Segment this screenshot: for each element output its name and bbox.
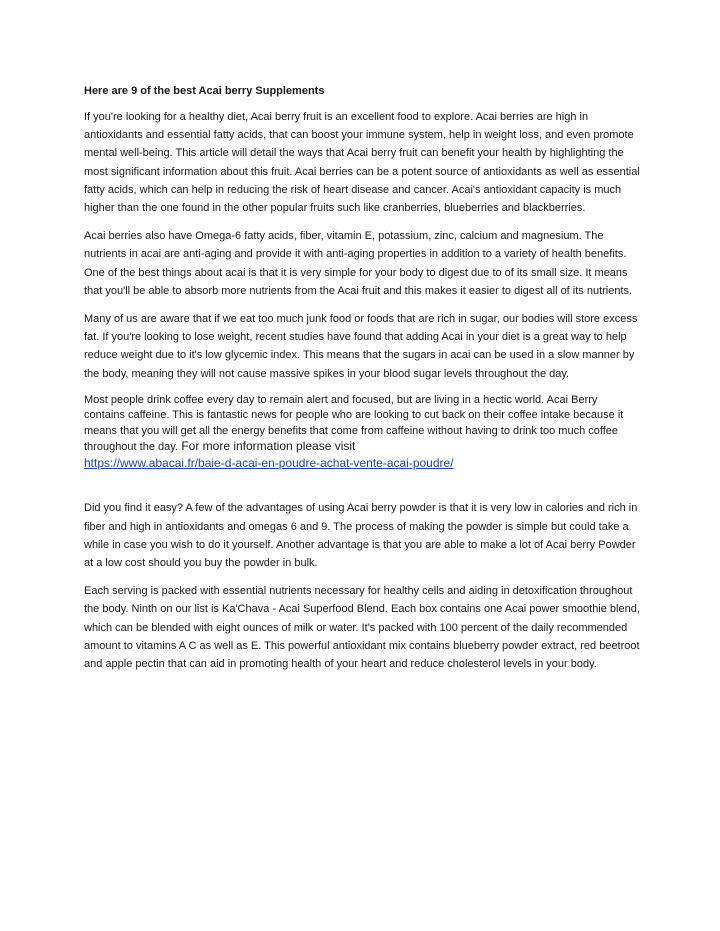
paragraph-weight-loss: Many of us are aware that if we eat too much junk food or foods that are rich in sugar, our bodies will store excess fat. If you're looking to lose weight, recent studies have found that adding Acai in your diet is a great way to help reduce weight due to it's low glycemic index. This means that the sugars in acai can be used in a slow manner by the body, meaning they will not cause massive spikes in your blood sugar levels throughout the day. (84, 313, 638, 380)
paragraph-nutrients: Acai berries also have Omega-6 fatty acids, fiber, vitamin E, potassium, zinc, calcium and magnesium. The nutrients in acai are anti-aging and provide it with anti-aging properties in addition to a variety of health benefits. One of the best things about acai is that it is very simple for your body to digest due to of its small size. It means that you'll be able to absorb more nutrients from the Acai fruit and this makes it easier to digest all of its nutrients. (84, 230, 633, 297)
more-info-link[interactable]: https://www.abacai.fr/baie-d-acai-en-poudre-achat-vente-acai-poudre/ (84, 455, 454, 470)
paragraph-caffeine-text: Most people drink coffee every day to remain alert and focused, but are living in a hectic world. Acai Berry contains caffeine. This is fantastic news for people who are looking to cut back on their coffee intake because it means that you will get all the energy benefits that come from caffeine without having to drink too much coffee throughout the day. (84, 393, 624, 454)
document-page (84, 84, 640, 683)
paragraph-intro: If you're looking for a healthy diet, Acai berry fruit is an excellent food to explore. Acai berries are high in antioxidants and essential fatty acids, that can boost your immune system, help in weight loss, and even promote mental well-being. This article will detail the ways that Acai berry fruit can benefit your health by highlighting the most significant information about this fruit. Acai berries can be a potent source of antioxidants as well as essential fatty acids, which can help in reducing the risk of heart disease and cancer. Acai's antioxidant capacity is much higher than the one found in the other popular fruits such like cranberries, blueberries and blackberries. (84, 111, 640, 215)
more-info-label: For more information please visit (177, 439, 356, 454)
paragraph-powder: Did you find it easy? A few of the advantages of using Acai berry powder is that it is very low in calories and rich in fiber and high in antioxidants and omegas 6 and 9. The process of making the powder is simple but could take a while in case you wish to do it yourself. Another advantage is that you are able to make a lot of Acai berry Powder at a low cost should you buy the powder in bulk. (84, 502, 638, 569)
paragraph-serving: Each serving is packed with essential nutrients necessary for healthy cells and aiding in detoxification throughout the body. Ninth on our list is Ka'Chava - Acai Superfood Blend. Each box contains one Acai power smoothie blend, which can be blended with eight ounces of milk or water. It's packed with 100 percent of the daily recommended amount to vitamins A C as well as E. This powerful antioxidant mix contains blueberry powder extract, red beetroot and apple pectin that can aid in promoting health of your heart and reduce cholesterol levels in your body. (84, 585, 640, 670)
paragraph-caffeine (84, 393, 640, 456)
document-title: Here are 9 of the best Acai berry Supplements (84, 85, 325, 97)
